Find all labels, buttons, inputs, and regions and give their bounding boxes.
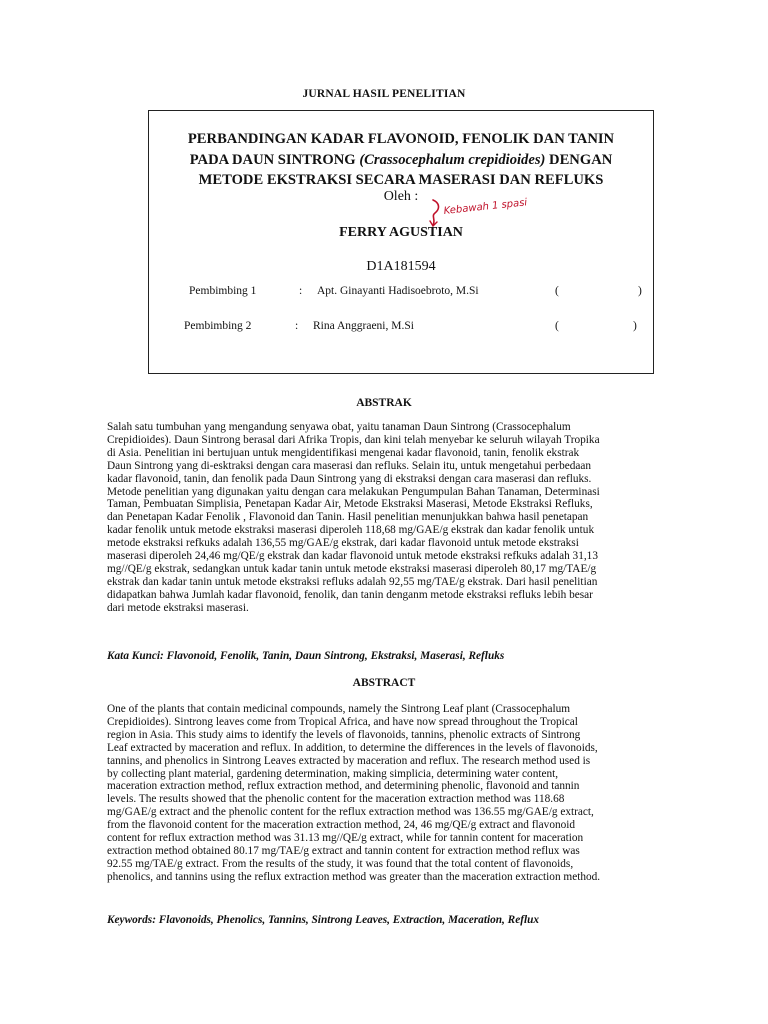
abstract-line: content for reflux extraction method was 31.13 mg//QE/g extract, while for tannin content for maceration [107,832,584,845]
kata-kunci: Kata Kunci: Flavonoid, Fenolik, Tanin, Daun Sintrong, Ekstraksi, Maserasi, Refluks [107,650,505,662]
title-line-2-pre: PADA DAUN SINTRONG [189,151,360,168]
abstrak-line: Taman, Pembuatan Simplisia, Penetapan Kadar Air, Metode Ekstraksi Maserasi, Metode Ekstraksi Refluks, [107,498,593,511]
abstrak-line: dan Penetapan Kadar Fenolik , Flavonoid dan Tanin. Hasil penelitian menunjukkan bahwa hasil penetapan [107,511,589,524]
title-box [148,110,654,374]
abstrak-line: dari metode ekstraksi maserasi. [107,601,249,614]
supervisor-2-colon: : [295,320,299,332]
abstract-line: levels. The results showed that the phenolic content for the maceration extraction method was 118.68 [107,793,565,806]
abstrak-body [107,421,662,615]
svg-text:Kebawah 1 spasi: Kebawah 1 spasi [443,197,528,217]
title-line-2 [149,150,653,171]
oleh-label: Oleh : [383,189,419,204]
supervisor-1-sign-close: ) [638,285,642,297]
author-name: FERRY AGUSTIAN [339,225,463,240]
abstrak-heading: ABSTRAK [356,397,412,409]
abstrak-line: di Asia. Penelitian ini bertujuan untuk mengidentifikasi mengenai kadar flavonoid, tanin, fenolik ekstrak [107,446,580,459]
supervisor-2-sign-close: ) [633,320,637,332]
title-line-3: METODE EKSTRAKSI SECARA MASERASI DAN REFLUKS [198,172,604,188]
title-species: (Crassocephalum crepidioides) [359,151,546,168]
abstract-line: extraction method obtained 80.17 mg/TAE/g extract and tannin content for extraction method reflux was [107,844,580,857]
abstract-line: from the flavonoid content for the maceration extraction method, 24, 46 mg/QE/g extract and flavonoid [107,819,576,832]
abstract-body [107,703,662,884]
abstract-line: Leaf extracted by maceration and reflux. In addition, to determine the differences in the levels of flavonoids, [107,741,598,754]
abstract-line: 92.55 mg/TAE/g extract. From the results of the study, it was found that the total content of flavonoids, [107,857,574,870]
title-line-2-post: DENGAN [545,151,613,168]
abstrak-line: didapatkan bahwa Jumlah kadar flavonoid, fenolik, dan tanin denganm metode ekstraksi refluks lebih besar [107,588,593,601]
student-id: D1A181594 [366,259,436,274]
abstrak-line: Crepidioides). Daun Sintrong berasal dari Afrika Tropis, dan kini telah menyebar ke seluruh wilayah Tropika [107,433,600,446]
abstract-line: maceration extraction method, reflux extraction method, and determining phenolic, flavonoid and tannin [107,780,580,793]
supervisor-2-sign-open: ( [555,320,559,332]
article-title [149,129,653,191]
abstract-heading: ABSTRACT [352,677,416,689]
supervisor-1-role: Pembimbing 1 [189,285,257,297]
supervisor-1-colon: : [299,285,303,297]
supervisor-1-name: Apt. Ginayanti Hadisoebroto, M.Si [317,285,479,297]
abstrak-line: maserasi diperoleh 24,46 mg/QE/g ekstrak dan kadar flavonoid untuk metode ekstraksi refkuks adalah 31,13 [107,550,598,563]
abstract-line: Crepidioides). Sintrong leaves come from Tropical Africa, and have now spread throughout the Tropical [107,715,578,728]
abstrak-line: kadar fenolik untuk metode ekstraksi maserasi diperoleh 118,68 mg/GAE/g ekstrak dan kadar fenolik untuk [107,524,595,537]
keywords: Keywords: Flavonoids, Phenolics, Tannins, Sintrong Leaves, Extraction, Maceration, Reflux [107,914,540,926]
abstrak-line: mg//QE/g ekstrak, sedangkan untuk kadar tanin untuk metode ekstraksi maserasi diperoleh 80,17 mg/TAE/g [107,562,597,575]
supervisor-2-role: Pembimbing 2 [184,320,252,332]
journal-header: JURNAL HASIL PENELITIAN [302,88,466,100]
abstract-line: mg/GAE/g extract and the phenolic content for the reflux extraction method was 136.55 mg/GAE/g extract, [107,806,594,819]
handwritten-annotation [427,197,577,227]
abstrak-line: ekstrak dan kadar tanin untuk metode ekstraksi refluks adalah 92,55 mg/TAE/g ekstrak. Dari hasil penelitian [107,575,598,588]
abstract-line: by collecting plant material, gardening determination, making simplicia, determining water content, [107,767,559,780]
abstract-line: phenolics, and tannins using the reflux extraction method was greater than the maceration extraction method. [107,870,601,883]
supervisor-1-sign-open: ( [555,285,559,297]
title-line-1: PERBANDINGAN KADAR FLAVONOID, FENOLIK DAN TANIN [187,131,615,147]
abstrak-line: Salah satu tumbuhan yang mengandung senyawa obat, yaitu tanaman Daun Sintrong (Crassocephalum [107,421,571,433]
abstrak-line: Metode penelitian yang digunakan yaitu dengan cara melakukan Pengumpulan Bahan Tanaman, Determinasi [107,485,600,498]
abstract-line: tannins, and phenolics in Sintrong Leaves extracted by maceration and reflux. The research method used is [107,754,591,767]
abstract-line: region in Asia. This study aims to identify the levels of flavonoids, tannins, phenolic extracts of Sintrong [107,728,581,741]
supervisor-2-name: Rina Anggraeni, M.Si [313,320,414,332]
abstrak-line: Daun Sintrong yang di-esktraksi dengan cara maserasi dan refluks. Selain itu, untuk mengetahui perbedaan [107,459,592,472]
abstrak-line: kadar flavonoid, tanin, dan fenolik pada Daun Sintrong yang di ekstraksi dengan cara maserasi dan refluks. [107,472,592,485]
abstract-line: One of the plants that contain medicinal compounds, namely the Sintrong Leaf plant (Crassocephalum [107,703,571,715]
abstrak-line: metode ekstraksi refkuks adalah 136,55 mg/GAE/g ekstrak, dari kadar flavonoid untuk metode ekstraksi [107,537,579,550]
